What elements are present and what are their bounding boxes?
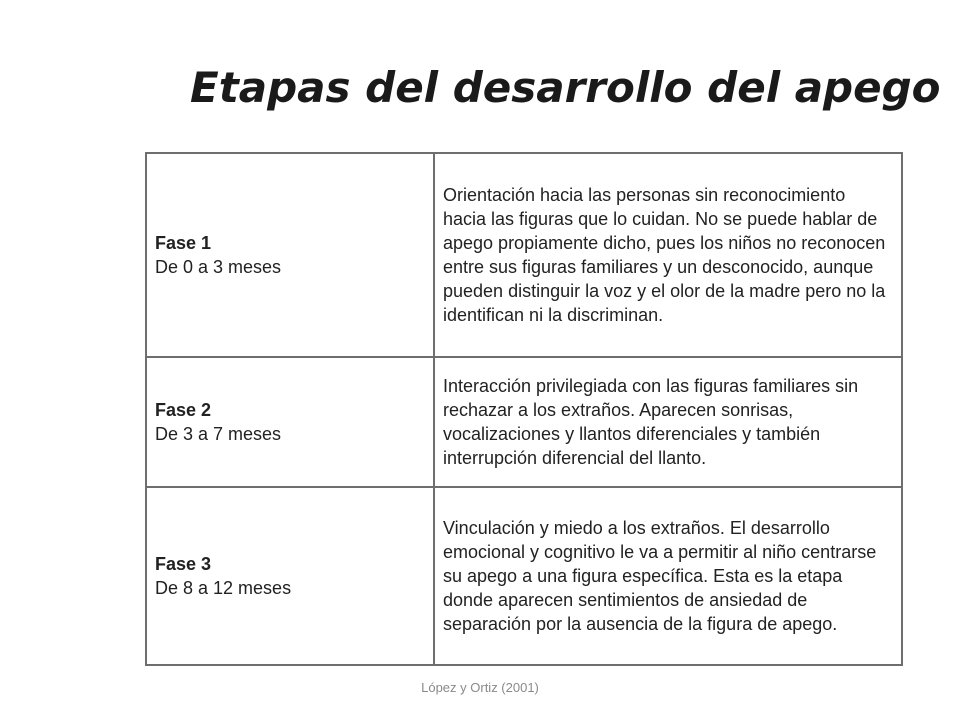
phase-cell	[146, 487, 434, 665]
table-row	[146, 487, 902, 665]
phase-cell	[146, 357, 434, 487]
phase-description: Orientación hacia las personas sin reconocimiento hacia las figuras que lo cuidan. No se puede hablar de apego propiamente dicho, pues los niños no reconocen entre sus figuras familiares y un desconocido, aunque pueden distinguir la voz y el olor de la madre pero no la identifican ni la discriminan.	[434, 153, 902, 357]
attachment-stages-table	[145, 152, 903, 666]
phase-name: Fase 3	[155, 554, 212, 574]
source-citation: López y Ortiz (2001)	[421, 680, 539, 695]
table-row	[146, 357, 902, 487]
phase-age-range: De 3 a 7 meses	[155, 424, 282, 444]
phase-cell	[146, 153, 434, 357]
phase-age-range: De 8 a 12 meses	[155, 578, 292, 598]
phase-description: Interacción privilegiada con las figuras familiares sin rechazar a los extraños. Aparecen sonrisas, vocalizaciones y llantos diferenciales y también interrupción diferencial del llanto.	[434, 357, 902, 487]
phase-description: Vinculación y miedo a los extraños. El desarrollo emocional y cognitivo le va a permitir al niño centrarse su apego a una figura específica. Esta es la etapa donde aparecen sentimientos de ansiedad de separación por la ausencia de la figura de apego.	[434, 487, 902, 665]
phase-name: Fase 1	[155, 233, 212, 253]
slide-title: Etapas del desarrollo del apego	[190, 63, 941, 112]
table-row	[146, 153, 902, 357]
phase-age-range: De 0 a 3 meses	[155, 257, 282, 277]
phase-name: Fase 2	[155, 400, 212, 420]
